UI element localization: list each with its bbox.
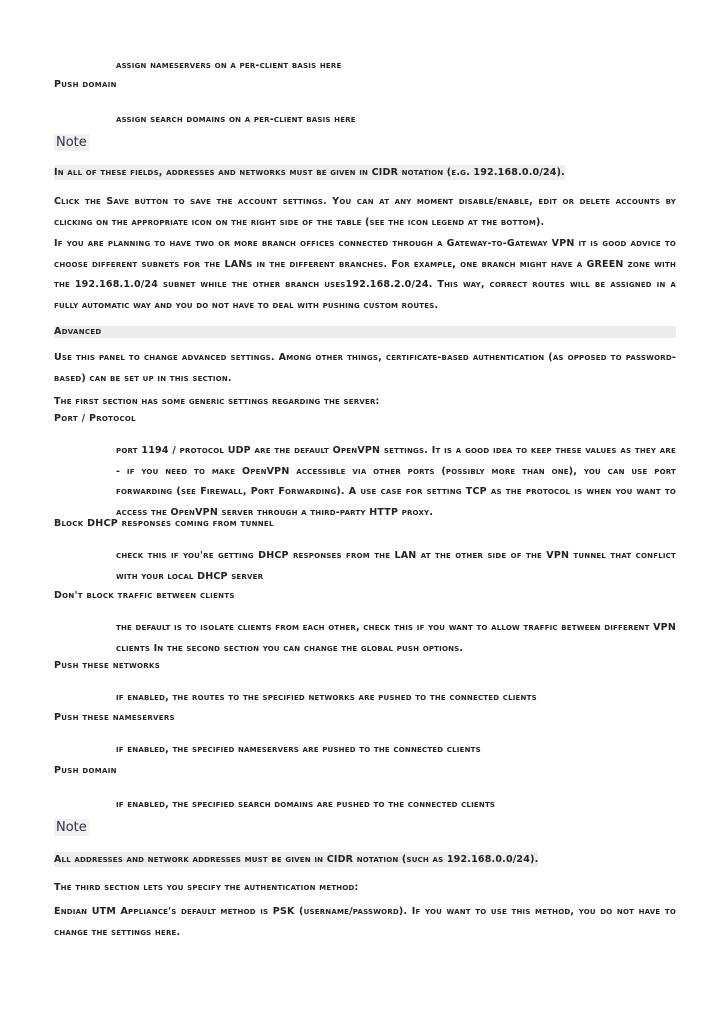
dont-block-traffic-definition: [116, 618, 676, 659]
note-heading-2: Note: [56, 820, 87, 835]
advanced-section-title: Advanced: [54, 326, 676, 338]
port-http: HTTP: [369, 506, 399, 518]
branch-text-4: subnet while the other branch uses: [158, 279, 346, 290]
dhcp-def-e: at the other side of the: [416, 550, 547, 561]
branch-text-1: If you are planning to have two or more branch offices connected through a Gateway-to-Gateway VPN it is good advice to choose different subnets for the: [54, 238, 676, 270]
branch-ip-1: 192.168.1.0/24: [74, 279, 159, 290]
dhcp-def-h: DHCP: [197, 570, 228, 582]
dhcp-def-f: VPN: [546, 550, 570, 561]
port-text-b: / protocol: [168, 445, 228, 456]
port-1194: 1194: [141, 445, 169, 456]
nameservers-definition: assign nameservers on a per-client basis here: [116, 60, 342, 71]
port-text-a: port: [116, 445, 142, 456]
dhcp-def-d: LAN: [394, 550, 417, 561]
dhcp-def-c: responses from the: [288, 550, 395, 561]
note1-text-pre: In all of these fields, addresses and networks must be given in: [54, 167, 372, 178]
branch-green: GREEN: [586, 258, 624, 270]
block-dhcp-definition: [116, 546, 676, 587]
traffic-def-a: the default is to isolate clients from each other, check this if you want to allow traffic between different: [116, 622, 654, 633]
branch-text-2: in the different branches. For example, one branch might have a: [252, 258, 587, 270]
port-tcp: TCP: [465, 486, 487, 497]
branch-text-5: . This way, correct routes will be assigned in a fully automatic way and you do not have to deal with pushing custom routes.: [54, 279, 676, 311]
save-paragraph: Click the Save button to save the account settings. You can at any moment disable/enable, edit or delete accounts by clicking on the appropriate icon on the right side of the table (see the icon legend at the bottom).: [54, 196, 676, 228]
third-section-text: The third section lets you specify the authentication method:: [54, 882, 359, 893]
dhcp-def-b: DHCP: [258, 550, 289, 561]
port-protocol-term: Port / Protocol: [54, 413, 136, 424]
note2-ip: 192.168.0.0/24: [446, 854, 531, 865]
block-dhcp-term: [54, 518, 274, 529]
first-section-text: The first section has some generic settings regarding the server:: [54, 396, 380, 407]
note2-cidr: CIDR: [326, 854, 354, 865]
note2-text-mid: notation (such as: [353, 854, 447, 865]
push-domain-definition-2: if enabled, the specified search domains are pushed to the connected clients: [116, 799, 496, 810]
push-networks-definition: if enabled, the routes to the specified networks are pushed to the connected clients: [116, 692, 537, 703]
dhcp-def-a: check this if you're getting: [116, 550, 259, 561]
port-text-d: as the protocol is when you want to access the OpenVPN server through a third-party: [116, 486, 677, 518]
endian-psk: PSK: [272, 906, 295, 917]
traffic-def-vpn: VPN: [653, 622, 676, 633]
note1-text-mid: notation (e.g.: [398, 167, 474, 178]
endian-text-a: Endian: [54, 906, 92, 917]
endian-text-b: Appliance's default method is: [115, 906, 273, 917]
note1-text-post: ).: [556, 167, 565, 178]
dhcp-term-a: Block: [54, 518, 88, 529]
port-protocol-definition: [116, 441, 676, 523]
branch-ip-2: 192.168.2.0/24: [345, 279, 429, 290]
port-text-e: proxy.: [398, 506, 434, 518]
branch-lans: LANs: [224, 258, 253, 270]
note-heading-1: Note: [56, 135, 87, 150]
push-domain-term: Push domain: [54, 79, 117, 90]
dont-block-traffic-term: Don't block traffic between clients: [54, 590, 235, 601]
endian-paragraph: [54, 902, 676, 943]
note-body-1: [54, 165, 565, 180]
note-body-2: [54, 852, 538, 867]
dhcp-term-b: DHCP: [87, 518, 119, 529]
port-udp: UDP: [227, 445, 251, 456]
note2-text-pre: All addresses and network addresses must be given in: [54, 854, 327, 865]
push-networks-term: Push these networks: [54, 660, 161, 671]
port-text-c: are the default OpenVPN settings. It is a good idea to keep these values as they are - if you need to make OpenVPN accessible via other ports (possibly more than one), you can use port forwarding (see Firewall, Port Forwarding). A use case for setting: [116, 445, 676, 497]
search-domains-definition: assign search domains on a per-client basis here: [116, 114, 356, 125]
traffic-def-b: clients In the second section you can change the global push options.: [116, 642, 464, 654]
note1-cidr: CIDR: [371, 167, 399, 178]
advanced-intro: Use this panel to change advanced settings. Among other things, certificate-based authentication (as opposed to password-based) can be set up in this section.: [54, 352, 676, 384]
branch-paragraph: [54, 234, 676, 316]
dhcp-def-i: server: [227, 570, 264, 582]
endian-text-c: (username/password). If you want to use this method, you do not have to change the settings here.: [54, 906, 676, 938]
push-domain-term-2: Push domain: [54, 765, 117, 776]
dhcp-term-c: responses coming from tunnel: [118, 518, 274, 529]
push-nameservers-term: Push these nameservers: [54, 712, 175, 723]
dhcp-def-g: tunnel that conflict with your local: [116, 550, 676, 582]
note1-ip: 192.168.0.0/24: [473, 167, 557, 178]
endian-utm: UTM: [91, 906, 116, 917]
branch-text-3: zone with the: [54, 258, 676, 290]
push-nameservers-definition: if enabled, the specified nameservers are pushed to the connected clients: [116, 744, 481, 755]
note2-text-post: ).: [530, 854, 539, 865]
